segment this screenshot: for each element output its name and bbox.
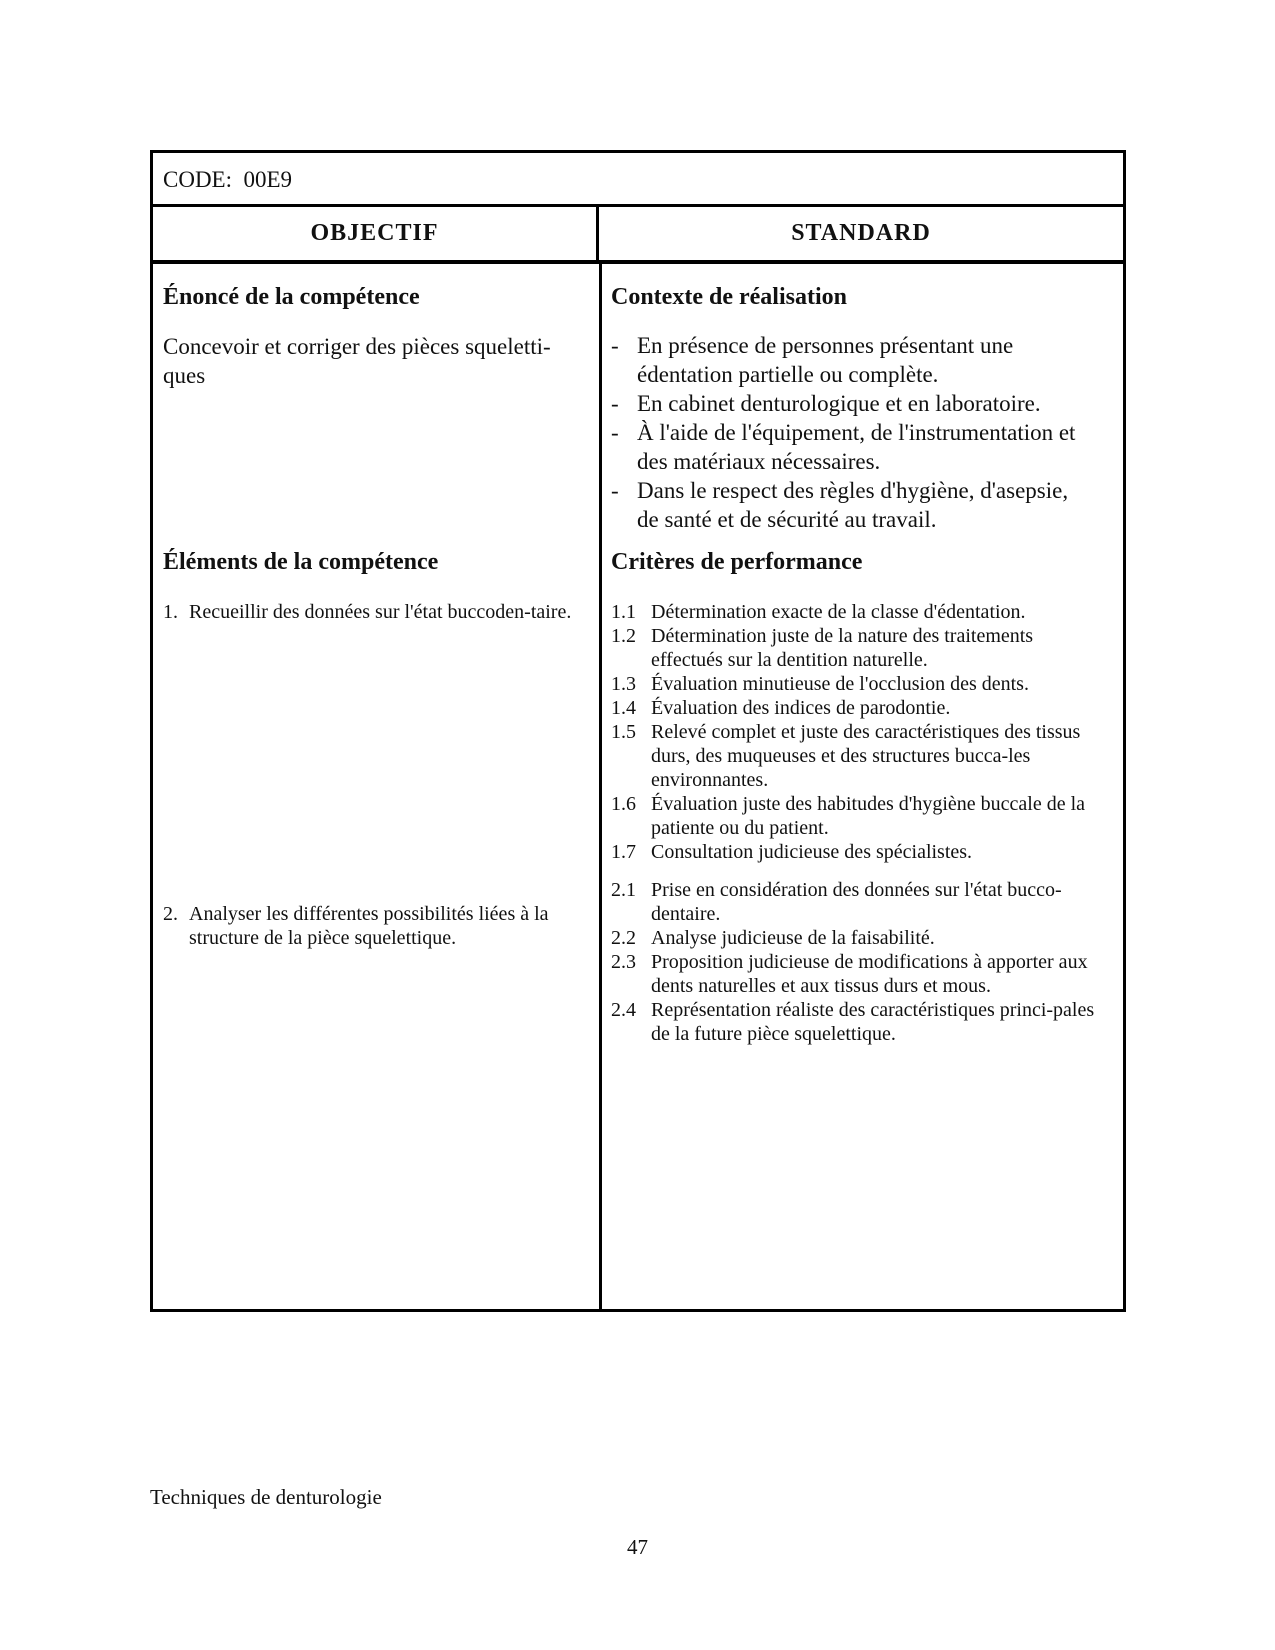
- enonce-title: Énoncé de la compétence: [163, 284, 420, 310]
- column-divider: [599, 264, 602, 1309]
- footer-program-name: Techniques de denturologie: [150, 1485, 382, 1509]
- element-1: [163, 600, 574, 624]
- list-item: 2.4 Représentation réaliste des caractéristiques princi-pales de la future pièce squelettique.: [611, 999, 1095, 1045]
- competency-table: [150, 150, 1126, 1312]
- element-2: [163, 902, 599, 950]
- list-item: 2.3 Proposition judicieuse de modifications à apporter aux dents naturelles et aux tissus durs et mous.: [611, 951, 1088, 997]
- list-item: - En présence de personnes présentant une édentation partielle ou complète.: [611, 333, 1014, 387]
- contexte-list: [611, 331, 1091, 534]
- code-value: 00E9: [243, 167, 293, 192]
- criteres-list-2: [611, 878, 1096, 1046]
- standard-header: STANDARD: [791, 220, 931, 246]
- list-item: 1.6 Évaluation juste des habitudes d'hygiène buccale de la patiente ou du patient.: [611, 793, 1086, 839]
- list-item: - En cabinet denturologique et en laboratoire.: [611, 391, 1041, 416]
- list-item: 1.4 Évaluation des indices de parodontie.: [611, 697, 951, 719]
- list-item: 1.5 Relevé complet et juste des caractéristiques des tissus durs, des muqueuses et des structures bucca-les environnantes.: [611, 721, 1081, 791]
- element-number: 2.: [163, 903, 178, 925]
- list-item: 1.3 Évaluation minutieuse de l'occlusion des dents.: [611, 673, 1029, 695]
- element-number: 1.: [163, 601, 178, 623]
- objectif-header: OBJECTIF: [153, 207, 599, 260]
- code-label: CODE:: [163, 167, 232, 192]
- column-header-row: [153, 207, 1123, 264]
- list-item: 1.1 Détermination exacte de la classe d'édentation.: [611, 601, 1026, 623]
- enonce-text: Concevoir et corriger des pièces squeletti-ques: [163, 334, 551, 388]
- list-item: 2.1 Prise en considération des données sur l'état bucco-dentaire.: [611, 879, 1062, 925]
- code-row: [153, 153, 1123, 207]
- element-text: Recueillir des données sur l'état buccoden-taire.: [189, 601, 572, 623]
- criteres-title: Critères de performance: [611, 549, 863, 575]
- list-item: 2.2 Analyse judicieuse de la faisabilité.: [611, 927, 935, 949]
- list-item: 1.2 Détermination juste de la nature des traitements effectués sur la dentition naturelle.: [611, 625, 1034, 671]
- page-number: 47: [627, 1535, 648, 1559]
- list-item: 1.7 Consultation judicieuse des spécialistes.: [611, 841, 973, 863]
- list-item: - À l'aide de l'équipement, de l'instrumentation et des matériaux nécessaires.: [611, 420, 1076, 474]
- criteres-list-1: [611, 600, 1096, 864]
- elements-title: Éléments de la compétence: [163, 549, 439, 575]
- list-item: - Dans le respect des règles d'hygiène, d'asepsie, de santé et de sécurité au travail.: [611, 478, 1069, 532]
- element-text: Analyser les différentes possibilités liées à la structure de la pièce squelettique.: [189, 903, 549, 949]
- contexte-title: Contexte de réalisation: [611, 284, 847, 310]
